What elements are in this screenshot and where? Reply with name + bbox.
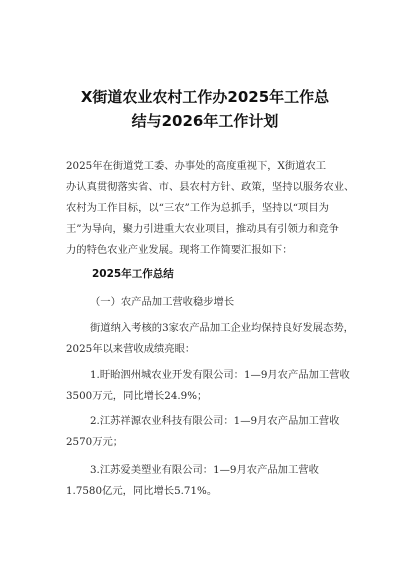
item-3-line-1: 3.江苏爱美塑业有限公司：1—9月农产品加工营收 [90,464,319,476]
item-1-line-1: 1.盱眙泗州城农业开发有限公司：1—9月农产品加工营收 [90,369,350,381]
subsection-intro-line-2: 2025年以来营收成绩亮眼： [66,343,196,355]
subsection-heading: （一）农产品加工营收稳步增长 [90,296,235,308]
item-3-line-2: 1.7580亿元，同比增长5.71%。 [66,485,218,497]
item-1-line-2: 3500万元，同比增长24.9%； [66,390,208,402]
section-heading: 2025年工作总结 [92,268,174,280]
intro-paragraph-line-5: 力的特色农业产业发展。现将工作简要汇报如下： [66,244,293,256]
item-2-line-1: 2.江苏祥源农业科技有限公司：1—9月农产品加工营收 [90,415,340,427]
document-title-line-2: 结与2026年工作计划 [131,112,279,130]
intro-paragraph-line-3: 农村为工作目标，以“三农”工作为总抓手，坚持以“项目为 [66,202,329,214]
intro-paragraph-line-4: 王”为导向，聚力引进重大农业项目，推动具有引领力和竞争 [66,223,339,235]
subsection-intro-line-1: 街道纳入考核的3家农产品加工企业均保持良好发展态势， [90,322,354,334]
intro-paragraph-line-2: 办认真贯彻落实省、市、县农村方针、政策，坚持以服务农业、 [66,181,355,193]
document-title-line-1: X街道农业农村工作办2025年工作总 [80,88,330,106]
intro-paragraph-line-1: 2025年在街道党工委、办事处的高度重视下，X街道农工 [66,160,327,172]
item-2-line-2: 2570万元； [66,436,124,448]
